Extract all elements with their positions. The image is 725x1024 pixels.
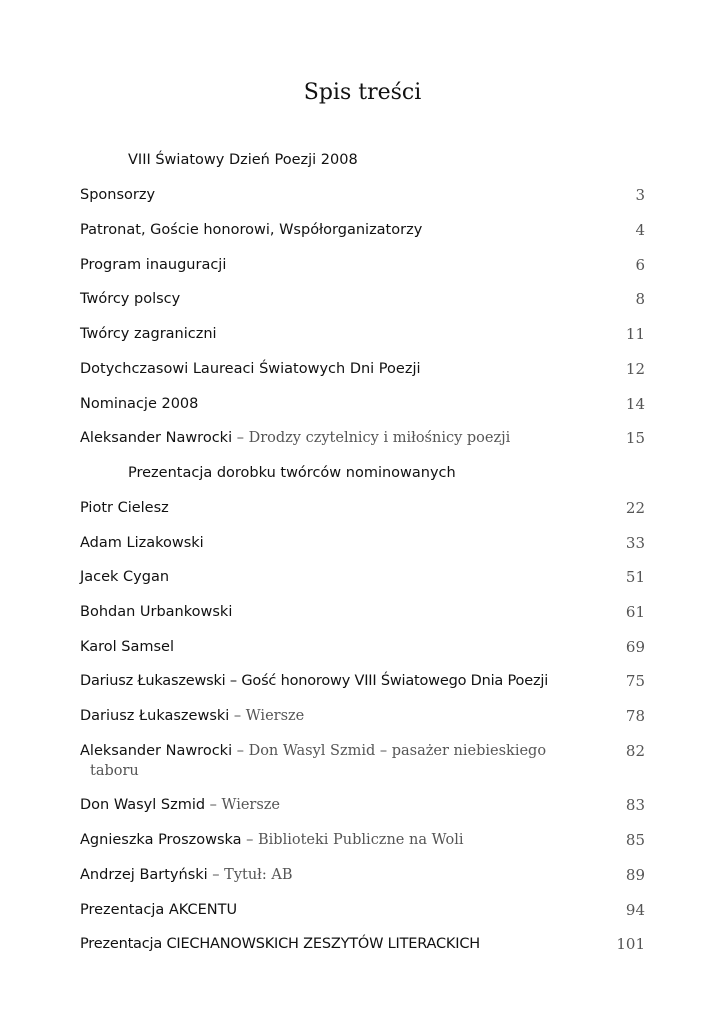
entry-title: Dotychczasowi Laureaci Światowych Dni Poezji [80,361,421,377]
toc-entry[interactable] [80,255,645,275]
toc-entry[interactable] [80,394,645,414]
toc-entry[interactable] [80,934,645,954]
entry-title: Aleksander Nawrocki [80,743,233,759]
entry-title: Bohdan Urbankowski [80,604,233,620]
entry-title: Dariusz Łukaszewski [80,708,230,724]
entry-subtitle: – Wiersze [205,797,281,813]
page-number: 101 [616,935,645,953]
toc-entry[interactable] [80,900,645,920]
toc-entry[interactable] [80,602,645,622]
page-number: 75 [625,672,645,690]
page-number: 69 [625,638,645,656]
entry-title: Aleksander Nawrocki [80,430,233,446]
toc-entry[interactable] [80,289,645,309]
section-heading: Prezentacja dorobku twórców nominowanych [128,465,456,481]
entry-title: Dariusz Łukaszewski – Gość honorowy VIII Światowego Dnia Poezji [80,673,549,689]
entry-subtitle: – Tytuł: AB [207,867,293,883]
entry-title: Karol Samsel [80,639,175,655]
page-number: 51 [625,568,645,586]
page-title: Spis treści [303,80,422,105]
section-heading: VIII Światowy Dzień Poezji 2008 [128,152,358,168]
toc-entry[interactable] [80,637,645,657]
entry-title: Andrzej Bartyński [80,867,208,883]
page-number: 89 [625,866,645,884]
entry-title: Don Wasyl Szmid [80,797,206,813]
entry-title: Patronat, Goście honorowi, Współorganizatorzy [80,222,423,238]
entry-title: Twórcy polscy [80,291,181,307]
toc-entry[interactable] [80,185,645,205]
toc-entry[interactable] [80,359,645,379]
page-number: 78 [625,707,645,725]
entry-title: Prezentacja CIECHANOWSKICH ZESZYTÓW LITERACKICH [80,936,480,952]
page-number: 14 [625,395,645,413]
page-number: 8 [635,290,645,308]
toc-entry[interactable] [80,706,645,726]
page-number: 11 [625,325,645,343]
toc-entry[interactable] [80,741,645,781]
page-number: 94 [625,901,645,919]
page-number: 82 [625,742,645,760]
toc-entry[interactable] [80,795,645,815]
toc-entry[interactable] [80,324,645,344]
toc-entry[interactable] [80,567,645,587]
toc-entry[interactable] [80,671,645,691]
entry-title: Piotr Cielesz [80,500,169,516]
entry-title: Program inauguracji [80,257,227,273]
entry-subtitle-continuation: taboru [90,763,139,779]
page-number: 85 [625,831,645,849]
entry-title: Sponsorzy [80,187,156,203]
page-number: 4 [635,221,645,239]
entry-title: Nominacje 2008 [80,396,199,412]
entry-subtitle: – Drodzy czytelnicy i miłośnicy poezji [232,430,511,446]
page-number: 12 [625,360,645,378]
entry-title: Prezentacja AKCENTU [80,902,238,918]
entry-title: Agnieszka Proszowska [80,832,242,848]
entry-title: Twórcy zagraniczni [80,326,217,342]
entry-subtitle: – Biblioteki Publiczne na Woli [241,832,464,848]
entry-title: Adam Lizakowski [80,535,204,551]
page-number: 61 [625,603,645,621]
page-number: 6 [635,256,645,274]
page-number: 83 [625,796,645,814]
toc-entry[interactable] [80,533,645,553]
entry-title: Jacek Cygan [80,569,170,585]
toc-entry[interactable] [80,498,645,518]
toc-entry[interactable] [80,428,645,448]
toc-entry[interactable] [80,865,645,885]
toc-entry[interactable] [80,830,645,850]
page-number: 22 [625,499,645,517]
page-number: 15 [625,429,645,447]
page-number: 3 [635,186,645,204]
entry-subtitle: – Don Wasyl Szmid – pasażer niebieskiego [232,743,547,759]
entry-subtitle: – Wiersze [229,708,305,724]
toc-entry[interactable] [80,220,645,240]
page-number: 33 [625,534,645,552]
